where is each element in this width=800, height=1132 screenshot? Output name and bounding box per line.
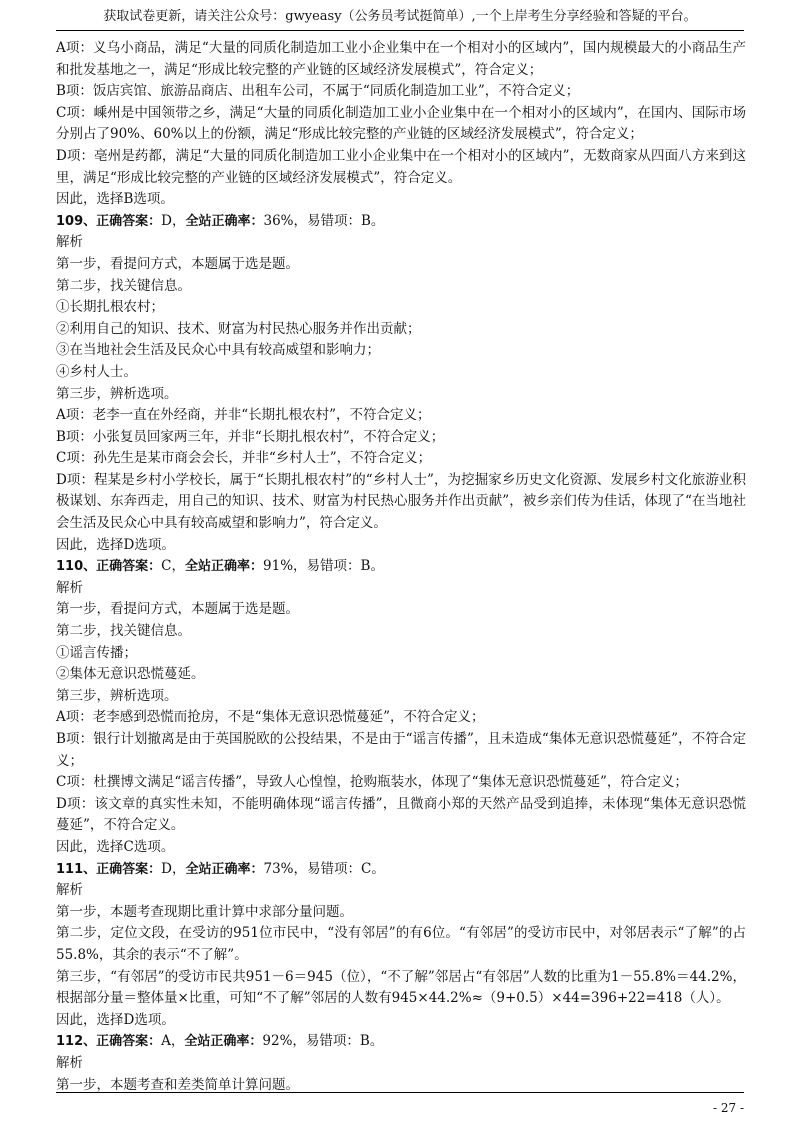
question-109-title: 109、正确答案：D，全站正确率：36%，易错项：B。	[56, 212, 385, 229]
q110-line: 因此，选择C选项。	[56, 838, 175, 855]
q109-line: B项：小张复员回家两三年，并非“长期扎根农村”，不符合定义；	[56, 428, 445, 445]
q112-line: 第一步，本题考查和差类简单计算问题。	[56, 1076, 299, 1093]
option-a-text: A项：义乌小商品，满足“大量的同质化制造加工业小企业集中在一个相对小的区域内”，国内规模最大的小商品生产和批发基地之一，满足“形成比较完整的产业链的区域经济发展模式”，符合定义；	[56, 40, 746, 78]
q109-line: ①长期扎根农村；	[56, 299, 164, 316]
q109-line: 第三步，辨析选项。	[56, 385, 178, 402]
q111-line: 第二步，定位文段，在受访的951位市民中，“没有邻居”的有6位。“有邻居”的受访市民中，对邻居表示“了解”的占55.8%，其余的表示“不了解”。	[56, 925, 746, 963]
q109-line: 解析	[56, 234, 83, 251]
q110-line: D项：该文章的真实性未知，不能明确体现“谣言传播”，且微商小郑的天然产品受到追捧，未体现“集体无意识恐慌蔓延”，不符合定义。	[56, 795, 746, 834]
q109-line: ②利用自己的知识、技术、财富为村民热心服务并作出贡献；	[56, 320, 421, 337]
q109-line: 第二步，找关键信息。	[56, 277, 191, 294]
q110-line: 第三步，辨析选项。	[56, 687, 178, 704]
question-110-title: 110、正确答案：C，全站正确率：91%，易错项：B。	[56, 558, 384, 575]
header-divider	[56, 30, 744, 31]
document-body	[56, 38, 746, 1096]
conclusion-text: 因此，选择B选项。	[56, 191, 174, 208]
option-b-text: B项：饭店宾馆、旅游品商店、出租车公司，不属于“同质化制造加工业”，不符合定义；	[56, 83, 580, 100]
q109-line: A项：老李一直在外经商，并非“长期扎根农村”，不符合定义；	[56, 407, 431, 424]
q111-line: 第三步，“有邻居”的受访市民共951－6＝945（位），“不了解”邻居占“有邻居”人数的比重为1－55.8%＝44.2%，根据部分量＝整体量×比重，可知“不了解”邻居的人数有945×44.2%≈（9+0.5）×44=396+22=418（人）。	[56, 968, 746, 1007]
q110-line: ②集体无意识恐慌蔓延。	[56, 666, 205, 683]
q111-line: 第一步，本题考查现期比重计算中求部分量问题。	[56, 903, 353, 920]
q110-line: B项：银行计划撤离是由于英国脱欧的公投结果，不是由于“谣言传播”，且未造成“集体无意识恐慌蔓延”，不符合定义；	[56, 731, 746, 769]
q110-line: A项：老李感到恐慌而抢房，不是“集体无意识恐慌蔓延”，不符合定义；	[56, 709, 485, 726]
footer-divider	[56, 1092, 744, 1093]
q109-line: C项：孙先生是某市商会会长，并非“乡村人士”，不符合定义；	[56, 450, 432, 467]
q111-line: 因此，选择D选项。	[56, 1011, 175, 1028]
question-112-title: 112、正确答案：A，全站正确率：92%，易错项：B。	[56, 1033, 384, 1050]
page-number: - 27 -	[712, 1101, 744, 1115]
q109-line: 第一步，看提问方式，本题属于选是题。	[56, 255, 299, 272]
q111-line: 解析	[56, 882, 83, 899]
q110-line: 第一步，看提问方式，本题属于选是题。	[56, 601, 299, 618]
q110-line: C项：杜撰博文满足“谣言传播”，导致人心惶惶，抢购瓶装水，体现了“集体无意识恐慌蔓延”，符合定义；	[56, 774, 688, 791]
page-header: 获取试卷更新，请关注公众号：gwyeasy（公务员考试挺简单）,一个上岸考生分享经验和答疑的平台。	[103, 9, 697, 24]
q110-line: 第二步，找关键信息。	[56, 623, 191, 640]
q109-line: ③在当地社会生活及民众心中具有较高威望和影响力；	[56, 342, 380, 359]
q112-line: 解析	[56, 1054, 83, 1071]
q110-line: ①谣言传播；	[56, 644, 137, 661]
q109-line: ④乡村人士。	[56, 363, 137, 380]
q109-line: 因此，选择D选项。	[56, 536, 175, 553]
question-111-title: 111、正确答案：D，全站正确率：73%，易错项：C。	[56, 860, 385, 877]
q109-line: D项：程某是乡村小学校长，属于“长期扎根农村”的“乡村人士”，为挖掘家乡历史文化资源、发展乡村文化旅游业积极谋划、东奔西走，用自己的知识、技术、财富为村民热心服务并作出贡献”，被乡亲们传为佳话，体现了“在当地社会生活及民众心中具有较高威望和影响力”，符合定义。	[56, 471, 746, 532]
option-c-text: C项：嵊州是中国领带之乡，满足“大量的同质化制造加工业小企业集中在一个相对小的区域内”，在国内、国际市场分别占了90%、60%以上的份额，满足“形成比较完整的产业链的区域经济发展模式”，符合定义；	[56, 104, 746, 143]
option-d-text: D项：亳州是药都，满足“大量的同质化制造加工业小企业集中在一个相对小的区域内”，无数商家从四面八方来到这里，满足“形成比较完整的产业链的区域经济发展模式”，符合定义。	[56, 147, 746, 186]
q110-line: 解析	[56, 579, 83, 596]
